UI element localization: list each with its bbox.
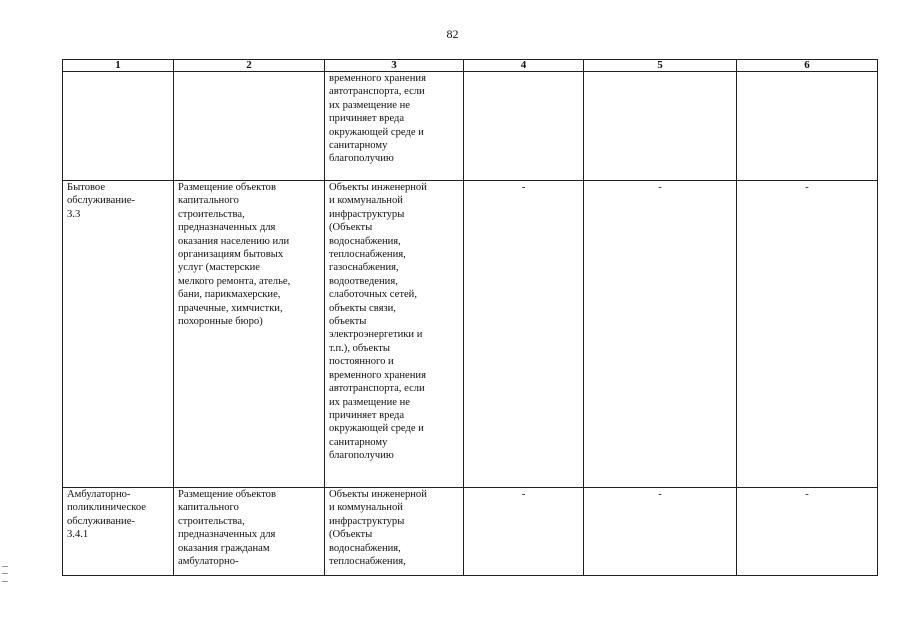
table-header-row — [63, 60, 878, 72]
cell-use-type: Бытовое обслуживание- 3.3 — [63, 181, 174, 488]
cell-col4: - — [464, 488, 584, 576]
cell-col4 — [464, 72, 584, 181]
page-number: 82 — [446, 27, 459, 41]
column-header-5: 5 — [584, 60, 737, 72]
cell-col4: - — [464, 181, 584, 488]
table-row — [63, 488, 878, 576]
table-row — [63, 72, 878, 181]
cell-col6: - — [737, 488, 878, 576]
column-header-2: 2 — [174, 60, 325, 72]
cell-use-type: Амбулаторно- поликлиническое обслуживание- 3.4.1 — [63, 488, 174, 576]
cell-permitted-objects: Объекты инженерной и коммунальной инфраструктуры (Объекты водоснабжения, теплоснабжения, газоснабжения, водоотведения, слаботочных сетей, объекты связи, объекты электроэнергетики и т.п.), объекты постоянного и временного хранения автотранспорта, если их размещение не причиняет вреда окружающей среде и санитарному благополучию — [325, 181, 464, 488]
margin-mark — [2, 566, 8, 582]
cell-description: Размещение объектов капитального строительства, предназначенных для оказания гражданам амбулаторно- — [174, 488, 325, 576]
column-header-1: 1 — [63, 60, 174, 72]
cell-col5: - — [584, 488, 737, 576]
cell-description: Размещение объектов капитального строительства, предназначенных для оказания населению или организациям бытовых услуг (мастерские мелкого ремонта, ателье, бани, парикмахерские, прачечные, химчистки, похоронные бюро) — [174, 181, 325, 488]
cell-permitted-objects: временного хранения автотранспорта, если их размещение не причиняет вреда окружающей среде и санитарному благополучию — [325, 72, 464, 181]
cell-col6 — [737, 72, 878, 181]
column-header-3: 3 — [325, 60, 464, 72]
table-row — [63, 181, 878, 488]
cell-description — [174, 72, 325, 181]
cell-col5 — [584, 72, 737, 181]
column-header-6: 6 — [737, 60, 878, 72]
cell-permitted-objects: Объекты инженерной и коммунальной инфраструктуры (Объекты водоснабжения, теплоснабжения, — [325, 488, 464, 576]
cell-use-type — [63, 72, 174, 181]
cell-col5: - — [584, 181, 737, 488]
cell-col6: - — [737, 181, 878, 488]
zoning-table — [62, 59, 878, 576]
column-header-4: 4 — [464, 60, 584, 72]
